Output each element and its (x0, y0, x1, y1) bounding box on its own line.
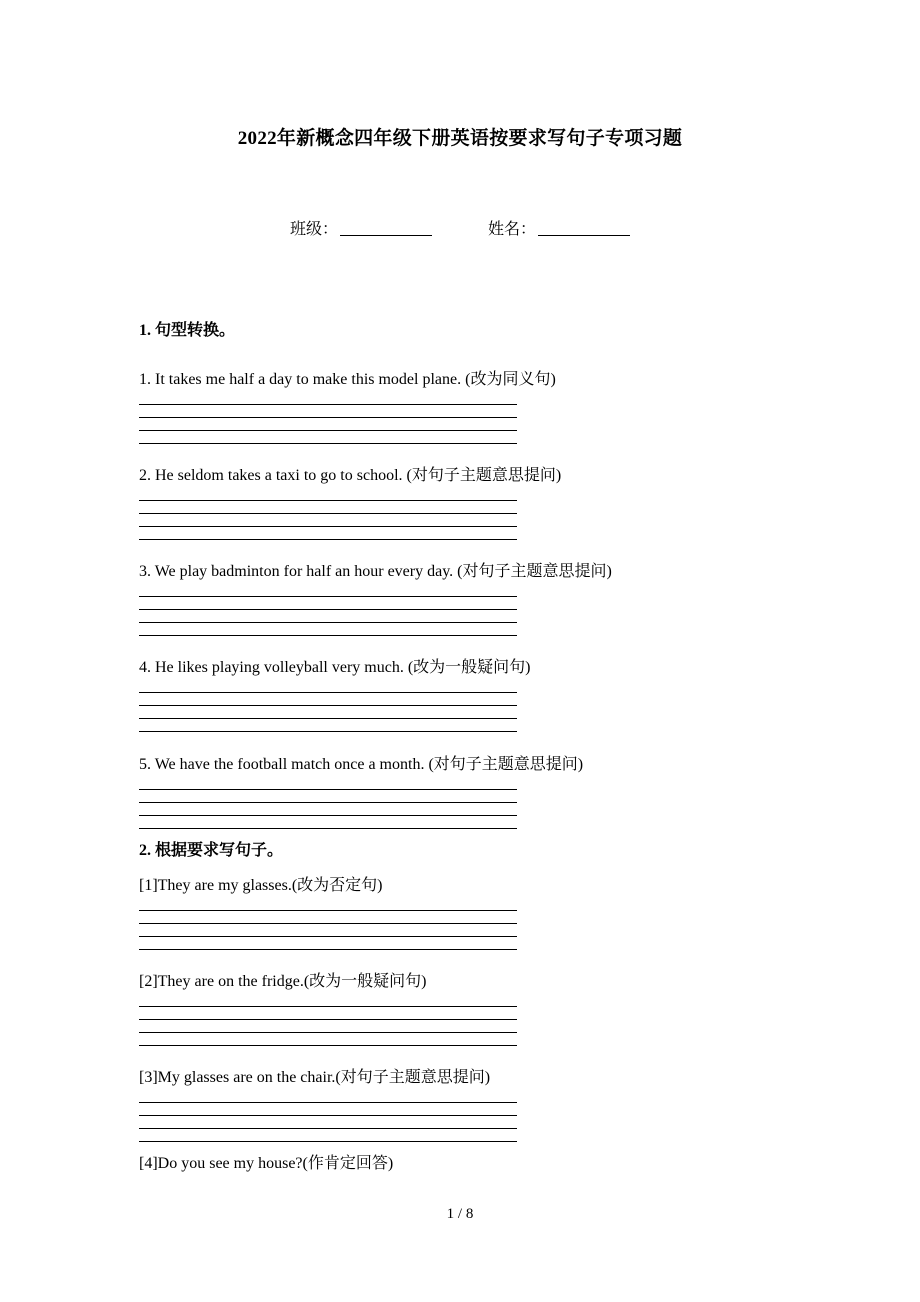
name-label: 姓名： (488, 221, 537, 238)
page-number: 1 / 8 (446, 1206, 474, 1222)
answer-line (139, 1115, 517, 1116)
answer-line (139, 828, 517, 829)
answer-line (139, 936, 517, 937)
answer-line (139, 1032, 517, 1033)
name-field (488, 216, 630, 239)
answer-line (139, 443, 517, 444)
question: [4]Do you see my house?(作肯定回答) (139, 1155, 394, 1172)
answer-line (139, 789, 517, 790)
question: 4. He likes playing volleyball very much. (改为一般疑问句) (139, 659, 531, 676)
question: [3]My glasses are on the chair.(对句子主题意思提问) (139, 1069, 491, 1086)
question: [2]They are on the fridge.(改为一般疑问句) (139, 973, 427, 990)
answer-line (139, 1019, 517, 1020)
question: 1. It takes me half a day to make this model plane. (改为同义句) (139, 371, 556, 388)
answer-line (139, 596, 517, 597)
answer-line (139, 815, 517, 816)
answer-line (139, 417, 517, 418)
answer-line (139, 404, 517, 405)
answer-line (139, 609, 517, 610)
page-title: 2022年新概念四年级下册英语按要求写句子专项习题 (237, 128, 683, 149)
question: 3. We play badminton for half an hour every day. (对句子主题意思提问) (139, 563, 612, 580)
class-label: 班级： (289, 221, 338, 238)
section-heading: 2. 根据要求写句子。 (139, 842, 284, 859)
section-heading: 1. 句型转换。 (139, 322, 236, 339)
answer-line (139, 802, 517, 803)
answer-line (139, 500, 517, 501)
answer-line (139, 1045, 517, 1046)
class-blank[interactable] (340, 219, 432, 236)
question: 5. We have the football match once a month. (对句子主题意思提问) (139, 756, 584, 773)
answer-line (139, 1006, 517, 1007)
name-blank[interactable] (538, 219, 630, 236)
answer-line (139, 705, 517, 706)
answer-line (139, 622, 517, 623)
question: 2. He seldom takes a taxi to go to school. (对句子主题意思提问) (139, 467, 562, 484)
answer-line (139, 513, 517, 514)
answer-line (139, 430, 517, 431)
student-info (0, 216, 920, 239)
answer-line (139, 949, 517, 950)
answer-line (139, 1102, 517, 1103)
answer-line (139, 1128, 517, 1129)
answer-line (139, 731, 517, 732)
answer-line (139, 923, 517, 924)
answer-line (139, 526, 517, 527)
answer-line (139, 692, 517, 693)
answer-line (139, 718, 517, 719)
answer-line (139, 539, 517, 540)
question: [1]They are my glasses.(改为否定句) (139, 877, 383, 894)
answer-line (139, 910, 517, 911)
class-field (290, 216, 432, 239)
answer-line (139, 635, 517, 636)
answer-line (139, 1141, 517, 1142)
